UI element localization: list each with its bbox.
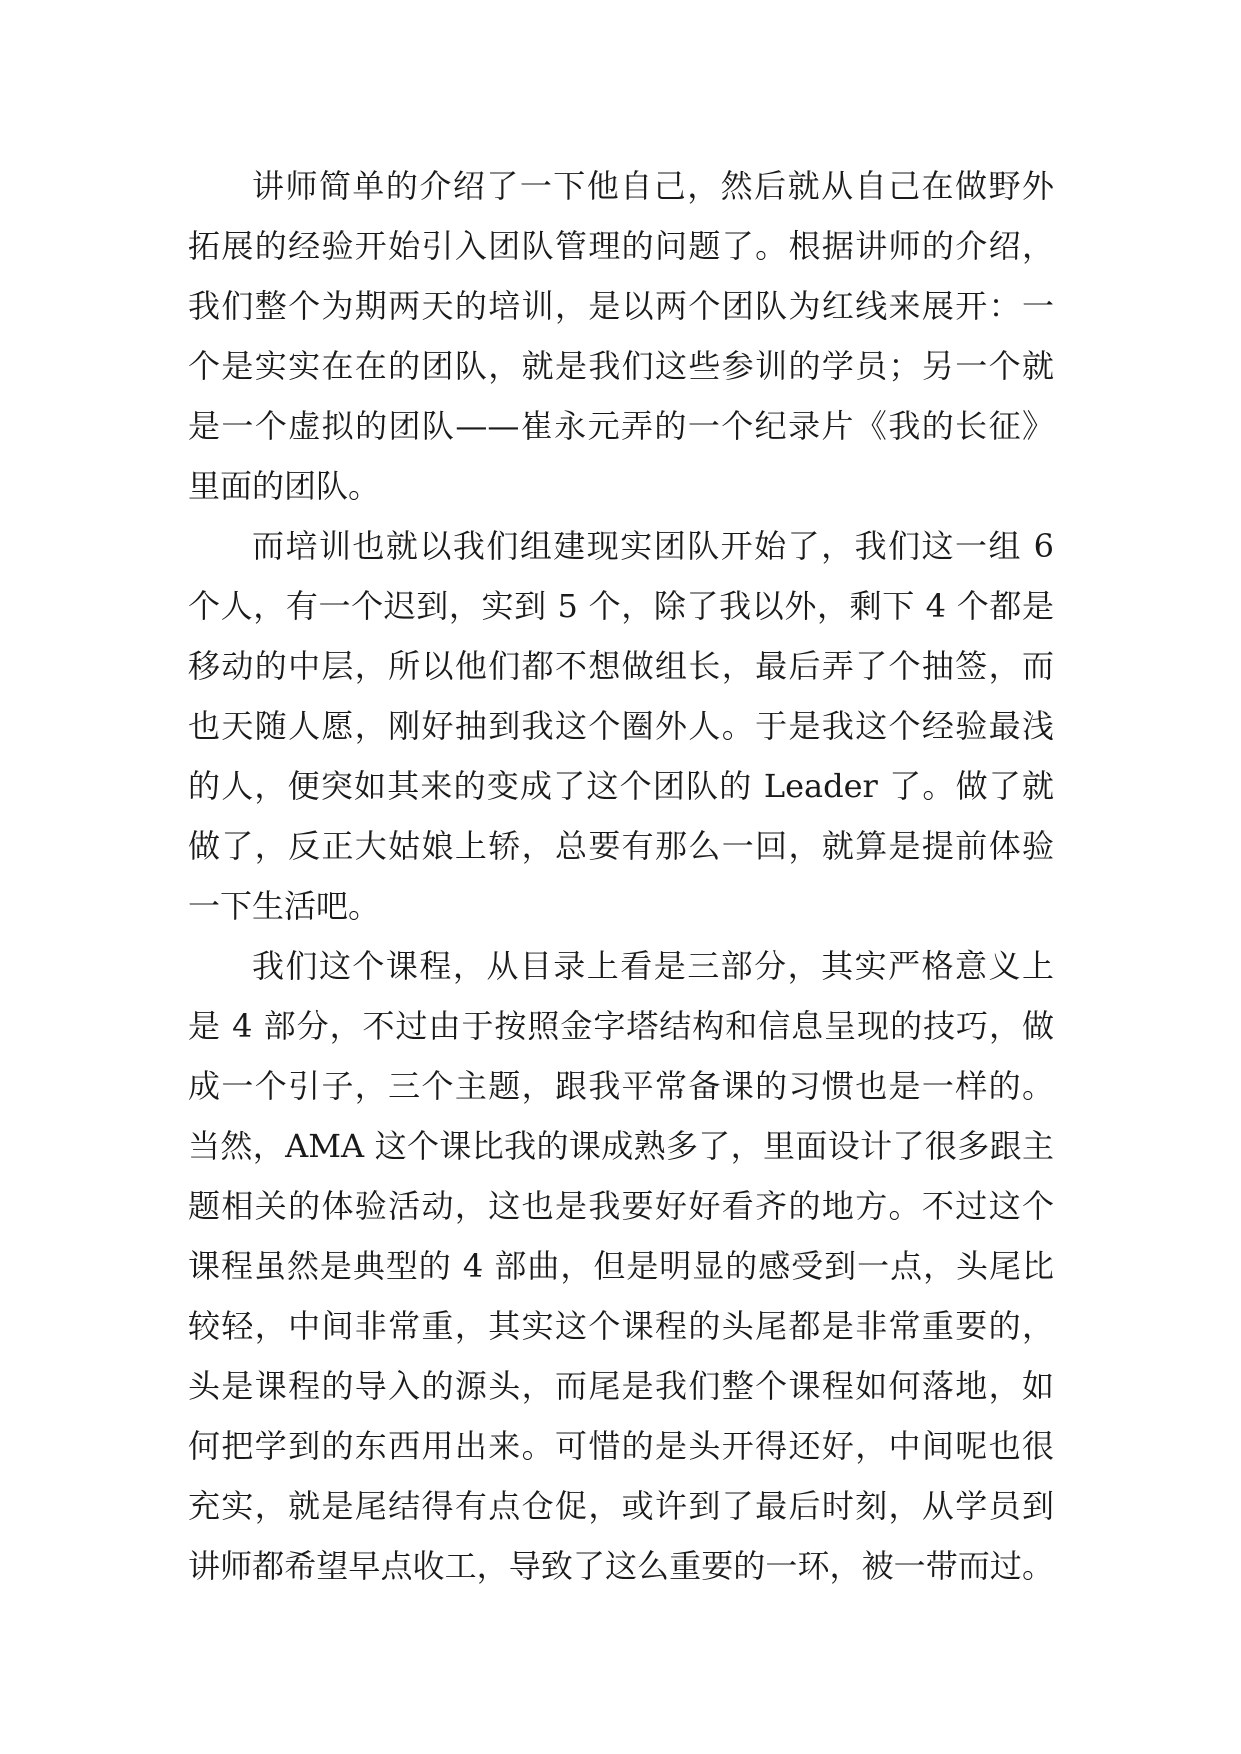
text-line: 讲师简单的介绍了一下他自己，然后就从自己在做野外 — [252, 167, 1054, 205]
text-line: 当然，AMA 这个课比我的课成熟多了，里面设计了很多跟主 — [188, 1127, 1054, 1165]
text-line: 的人，便突如其来的变成了这个团队的 Leader 了。做了就 — [188, 767, 1054, 805]
text-line: 我们整个为期两天的培训，是以两个团队为红线来展开：一 — [188, 287, 1054, 325]
text-line: 而培训也就以我们组建现实团队开始了，我们这一组 6 — [252, 527, 1054, 565]
paragraph-2 — [188, 516, 1054, 936]
paragraph-1 — [188, 156, 1054, 516]
text-line: 是一个虚拟的团队——崔永元弄的一个纪录片《我的长征》 — [188, 407, 1054, 445]
paragraph-3 — [188, 936, 1054, 1596]
text-line: 做了，反正大姑娘上轿，总要有那么一回，就算是提前体验 — [188, 827, 1054, 865]
text-line: 也天随人愿，刚好抽到我这个圈外人。于是我这个经验最浅 — [188, 707, 1054, 745]
text-line: 我们这个课程，从目录上看是三部分，其实严格意义上 — [252, 947, 1054, 985]
text-line: 个是实实在在的团队，就是我们这些参训的学员；另一个就 — [188, 347, 1054, 385]
text-line: 一下生活吧。 — [188, 887, 381, 925]
text-line: 何把学到的东西用出来。可惜的是头开得还好，中间呢也很 — [188, 1427, 1054, 1465]
text-line: 课程虽然是典型的 4 部曲，但是明显的感受到一点，头尾比 — [188, 1247, 1054, 1285]
text-line: 头是课程的导入的源头，而尾是我们整个课程如何落地，如 — [188, 1367, 1054, 1405]
text-line: 较轻，中间非常重，其实这个课程的头尾都是非常重要的， — [188, 1307, 1054, 1345]
document-body — [188, 156, 1054, 1596]
text-line: 讲师都希望早点收工，导致了这么重要的一环，被一带而过。 — [188, 1547, 1054, 1585]
text-line: 充实，就是尾结得有点仓促，或许到了最后时刻，从学员到 — [188, 1487, 1054, 1525]
text-line: 里面的团队。 — [188, 467, 381, 505]
text-line: 移动的中层，所以他们都不想做组长，最后弄了个抽签，而 — [188, 647, 1054, 685]
text-line: 是 4 部分，不过由于按照金字塔结构和信息呈现的技巧，做 — [188, 1007, 1054, 1045]
text-line: 题相关的体验活动，这也是我要好好看齐的地方。不过这个 — [188, 1187, 1054, 1225]
text-line: 拓展的经验开始引入团队管理的问题了。根据讲师的介绍， — [188, 227, 1054, 265]
text-line: 个人，有一个迟到，实到 5 个，除了我以外，剩下 4 个都是 — [188, 587, 1054, 625]
text-line: 成一个引子，三个主题，跟我平常备课的习惯也是一样的。 — [188, 1067, 1054, 1105]
